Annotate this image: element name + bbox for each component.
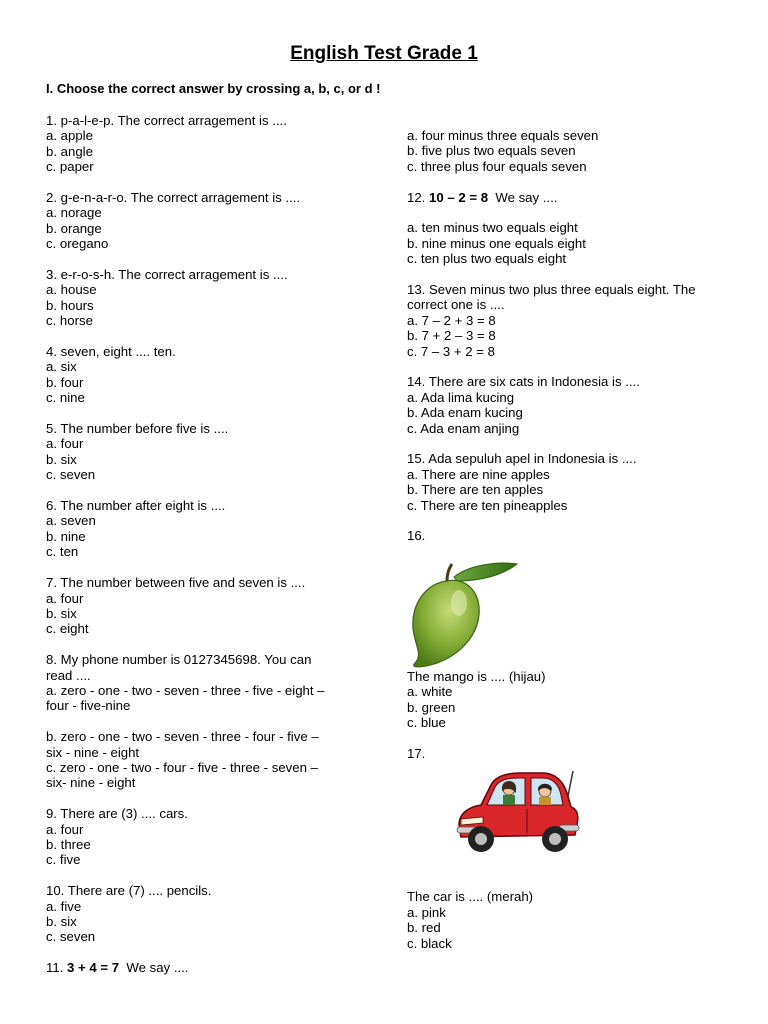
- equation: 10 – 2 = 8: [429, 189, 489, 205]
- question-3: [46, 267, 346, 329]
- question-number: 17.: [407, 745, 426, 761]
- option-c: c. black: [407, 935, 452, 951]
- question-text: 4. seven, eight .... ten.: [46, 344, 176, 360]
- option-a: a. ten minus two equals eight: [407, 220, 578, 236]
- option-a: a. There are nine apples: [407, 466, 550, 482]
- mango-icon: [407, 559, 527, 671]
- option-b: b. 7 + 2 – 3 = 8: [407, 328, 496, 344]
- option-b: b. angle: [46, 143, 93, 159]
- question-7: [46, 575, 346, 637]
- car-image: [447, 763, 597, 873]
- option-b: b. six: [46, 913, 77, 929]
- question-9: [46, 806, 346, 868]
- option-b: b. nine minus one equals eight: [407, 235, 586, 251]
- question-text: [46, 960, 346, 975]
- car-icon: [447, 763, 587, 863]
- option-a: a. apple: [46, 128, 93, 144]
- option-a: a. pink: [407, 904, 446, 920]
- option-c: c. paper: [46, 159, 94, 175]
- option-a: a. Ada lima kucing: [407, 389, 515, 405]
- question-11-options: [407, 128, 727, 174]
- question-13: [407, 282, 727, 359]
- option-c: c. eight: [46, 621, 89, 637]
- question-10: [46, 883, 346, 945]
- question-text-cont: read ....: [46, 667, 91, 683]
- option-b: b. five plus two equals seven: [407, 143, 576, 159]
- option-b: b. There are ten apples: [407, 482, 544, 498]
- option-c: c. nine: [46, 390, 85, 406]
- option-a: a. norage: [46, 205, 102, 221]
- question-text: [407, 190, 727, 205]
- option-a: a. four: [46, 821, 84, 837]
- option-c: c. ten plus two equals eight: [407, 251, 567, 267]
- left-column: [46, 113, 346, 991]
- question-11: [46, 960, 346, 975]
- option-b: b. four: [46, 374, 84, 390]
- spacer: [407, 731, 727, 746]
- question-text: 15. Ada sepuluh apel in Indonesia is ....: [407, 451, 637, 467]
- question-text: 2. g-e-n-a-r-o. The correct arragement is ....: [46, 190, 301, 206]
- option-a: a. four: [46, 590, 84, 606]
- right-column: [407, 128, 727, 951]
- we-say: We say ....: [126, 960, 189, 976]
- option-a: a. house: [46, 282, 97, 298]
- question-text: 1. p-a-l-e-p. The correct arragement is ....: [46, 113, 287, 128]
- option-c: c. ten: [46, 544, 79, 560]
- option-a: a. white: [407, 684, 453, 700]
- question-14: [407, 374, 727, 436]
- option-c: c. three plus four equals seven: [407, 158, 587, 174]
- question-15: [407, 451, 727, 513]
- question-text: The mango is .... (hijau): [407, 668, 546, 684]
- question-12: [407, 190, 727, 267]
- question-5: [46, 421, 346, 483]
- option-c: c. blue: [407, 715, 446, 731]
- option-b: b. orange: [46, 220, 102, 236]
- option-a: a. four minus three equals seven: [407, 128, 599, 143]
- question-text: 8. My phone number is 0127345698. You can: [46, 652, 312, 668]
- question-4: [46, 344, 346, 406]
- option-c-cont: six- nine - eight: [46, 775, 136, 791]
- spacer: [407, 205, 727, 220]
- question-text: 6. The number after eight is ....: [46, 498, 226, 514]
- question-number: 16.: [407, 528, 426, 544]
- option-b: b. six: [46, 605, 77, 621]
- question-6: [46, 498, 346, 560]
- question-text: The car is .... (merah): [407, 889, 534, 905]
- question-1: [46, 113, 346, 175]
- option-b: b. red: [407, 920, 441, 936]
- option-b: b. green: [407, 699, 456, 715]
- option-a-cont: four - five-nine: [46, 698, 131, 714]
- option-a: a. seven: [46, 513, 96, 529]
- option-b: b. nine: [46, 528, 86, 544]
- question-text: 13. Seven minus two plus three equals eight. The: [407, 282, 696, 298]
- question-text: 10. There are (7) .... pencils.: [46, 883, 212, 899]
- question-2: [46, 190, 346, 252]
- question-text: 9. There are (3) .... cars.: [46, 806, 188, 822]
- option-a: a. zero - one - two - seven - three - five - eight –: [46, 682, 325, 698]
- option-b: b. three: [46, 836, 91, 852]
- option-c: c. oregano: [46, 236, 109, 252]
- question-number: 11.: [46, 960, 64, 976]
- option-c: c. horse: [46, 313, 93, 329]
- question-16: [407, 528, 727, 745]
- option-c: c. seven: [46, 467, 96, 483]
- we-say: We say ....: [495, 189, 558, 205]
- question-text: 5. The number before five is ....: [46, 421, 229, 437]
- question-text-cont: correct one is ....: [407, 297, 505, 313]
- option-c: c. five: [46, 852, 81, 868]
- option-b: b. zero - one - two - seven - three - four - five –: [46, 729, 319, 745]
- option-a: a. six: [46, 359, 77, 375]
- option-b: b. Ada enam kucing: [407, 405, 523, 421]
- question-8: [46, 652, 346, 791]
- question-17: [407, 746, 727, 951]
- page-title: English Test Grade 1: [290, 43, 478, 64]
- question-text: 7. The number between five and seven is ....: [46, 575, 306, 591]
- option-c: c. 7 – 3 + 2 = 8: [407, 343, 495, 359]
- mango-image: [407, 559, 537, 669]
- option-a: a. four: [46, 436, 84, 452]
- question-text: 3. e-r-o-s-h. The correct arragement is ....: [46, 267, 288, 283]
- option-b-cont: six - nine - eight: [46, 744, 140, 760]
- option-b: b. six: [46, 451, 77, 467]
- option-a: a. five: [46, 898, 82, 914]
- option-a: a. 7 – 2 + 3 = 8: [407, 312, 496, 328]
- equation: 3 + 4 = 7: [67, 960, 120, 976]
- question-number: 12.: [407, 189, 426, 205]
- question-text: 14. There are six cats in Indonesia is ....: [407, 374, 640, 390]
- option-c: c. There are ten pineapples: [407, 497, 568, 513]
- option-b: b. hours: [46, 297, 94, 313]
- option-c: c. Ada enam anjing: [407, 420, 520, 436]
- spacer: [46, 714, 346, 729]
- option-c: c. seven: [46, 929, 96, 945]
- option-c: c. zero - one - two - four - five - three - seven –: [46, 759, 318, 775]
- instruction: I. Choose the correct answer by crossing a, b, c, or d !: [46, 81, 381, 96]
